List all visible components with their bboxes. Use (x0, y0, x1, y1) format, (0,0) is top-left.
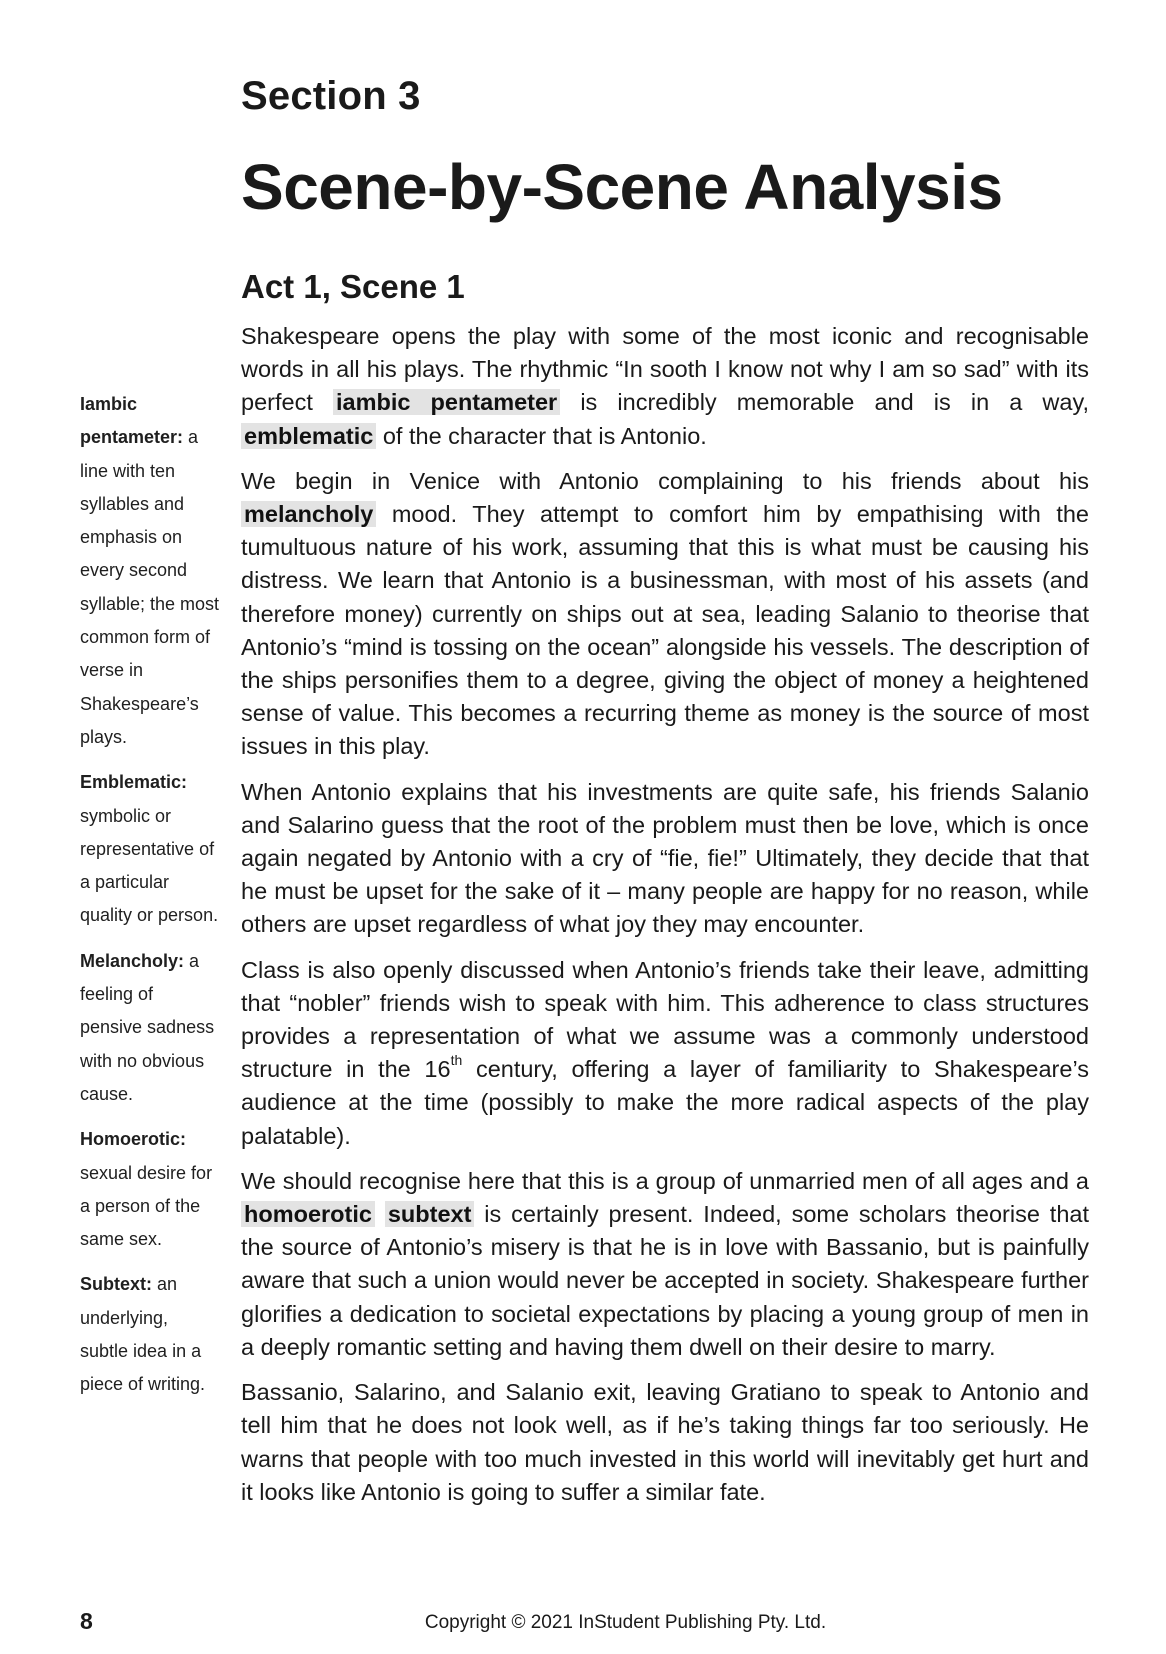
paragraph: When Antonio explains that his investments are quite safe, his friends Salanio and Salarino guess that the root of the problem must then be love, which is once again negated by Antonio with a cry of “fie, fie!” Ultimately, they decide that that he must be upset for the sake of it – many people are happy for no reason, while others are upset regardless of what joy they may encounter. (241, 778, 1089, 938)
paragraph (241, 1165, 1089, 1364)
scene-heading: Act 1, Scene 1 (241, 268, 465, 305)
analysis-body (241, 320, 1089, 1521)
text-run (375, 1201, 385, 1227)
glossary-sidebar (80, 388, 220, 1414)
paragraph: Bassanio, Salarino, and Salanio exit, leaving Gratiano to speak to Antonio and tell him that he does not look well, as if he’s taking things far too seriously. He warns that people with too much invested in this world will inevitably get hurt and it looks like Antonio is going to suffer a similar fate. (241, 1379, 1089, 1505)
highlighted-term: homoerotic (241, 1201, 375, 1227)
page-number: 8 (80, 1608, 93, 1634)
text-run: is certainly present. Indeed, some scholars theorise that the source of Antonio’s misery is that he is in love with Bassanio, but is painfully aware that such a union would never be accepted in society. Shakespeare further glorifies a dedication to societal expectations by placing a young group of men in a deeply romantic setting and having them dwell on their desire to marry. (241, 1201, 1089, 1360)
text-run: is incredibly memorable and is in a way, (560, 389, 1090, 416)
section-label: Section 3 (241, 74, 421, 118)
highlighted-term: iambic pentameter (333, 389, 560, 415)
text-run: We should recognise here that this is a group of unmarried men of all ages and a (241, 1167, 1089, 1194)
page-title: Scene-by-Scene Analysis (241, 151, 1003, 223)
paragraph (241, 320, 1089, 453)
glossary-entry (80, 1268, 220, 1401)
glossary-term: Melancholy: (80, 950, 185, 971)
text-run: Class is also openly discussed when Antonio’s friends take their leave, admitting that “nobler” friends wish to speak with him. This adherence to class structures provides a representation of what we assume was a commonly understood structure in the 16 (241, 956, 1089, 1083)
glossary-definition: sexual desire for a person of the same sex. (80, 1162, 213, 1250)
highlighted-term: melancholy (241, 501, 376, 527)
glossary-term: Emblematic: (80, 772, 188, 793)
highlighted-term: emblematic (241, 423, 376, 449)
glossary-definition: a line with ten syllables and emphasis on every second syllable; the most common form of verse in Shakespeare’s plays. (80, 427, 220, 747)
superscript: th (450, 1052, 463, 1069)
glossary-term: Subtext: (80, 1274, 152, 1295)
copyright-notice: Copyright © 2021 InStudent Publishing Pty. Ltd. (424, 1612, 827, 1633)
highlighted-term: subtext (385, 1201, 475, 1227)
paragraph (241, 954, 1089, 1153)
glossary-definition: an underlying, subtle idea in a piece of writing. (80, 1274, 206, 1395)
glossary-entry (80, 388, 220, 754)
text-run: century, offering a layer of familiarity to Shakespeare’s audience at the time (possibly to make the more radical aspects of the play palatable). (241, 1056, 1090, 1149)
glossary-term: Iambic pentameter: (80, 394, 184, 448)
glossary-entry (80, 766, 220, 932)
glossary-entry (80, 1123, 220, 1256)
glossary-definition: a feeling of pensive sadness with no obvious cause. (80, 950, 215, 1104)
glossary-definition: symbolic or representative of a particular quality or person. (80, 805, 219, 926)
text-run: of the character that is Antonio. (376, 422, 707, 449)
glossary-term: Homoerotic: (80, 1129, 187, 1150)
glossary-entry (80, 945, 220, 1111)
text-run: We begin in Venice with Antonio complaining to his friends about his (241, 467, 1089, 494)
text-run: mood. They attempt to comfort him by empathising with the tumultuous nature of his work, assuming that this is what must be causing his distress. We learn that Antonio is a businessman, with most of his assets (and therefore money) currently on ships out at sea, leading Salanio to theorise that Antonio’s “mind is tossing on the ocean” alongside his vessels. The description of the ships personifies them to a degree, giving the object of money a heightened sense of value. This becomes a recurring theme as money is the source of most issues in this play. (241, 501, 1089, 760)
paragraph (241, 465, 1089, 764)
text-run: Shakespeare opens the play with some of the most iconic and recognisable words in all his plays. The rhythmic “In sooth I know not why I am so sad” with its perfect (241, 323, 1089, 416)
